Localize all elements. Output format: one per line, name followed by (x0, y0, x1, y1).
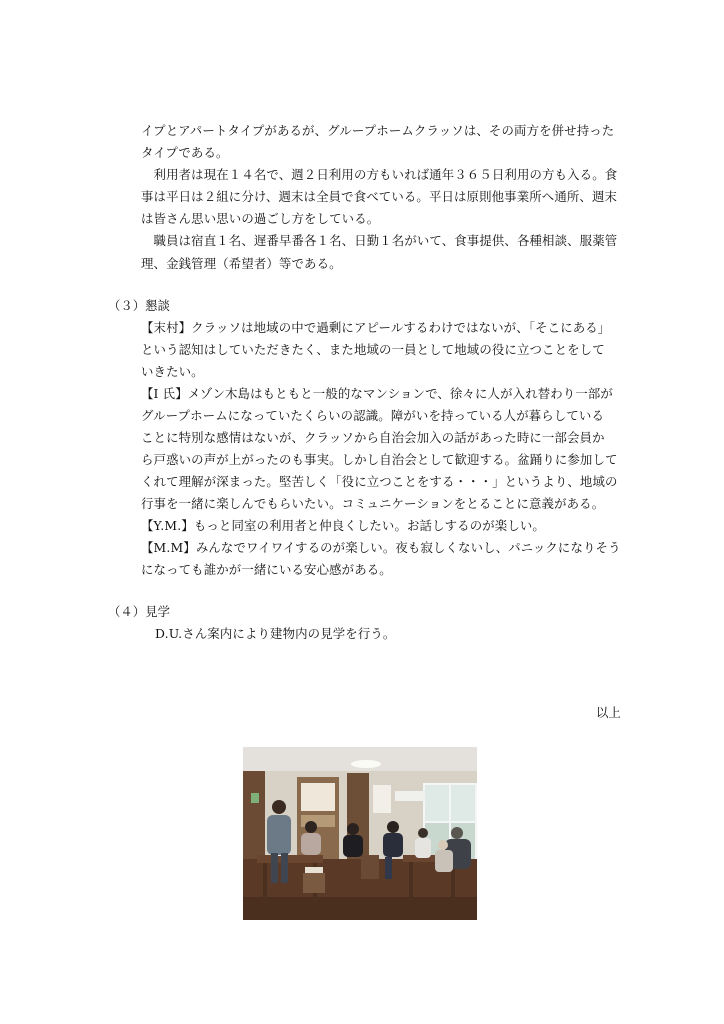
discussion-line: 【Y.M.】もっと同室の利用者と仲良くしたい。お話しするのが楽しい。 (141, 518, 545, 533)
discussion-line: 行事を一緒に楽しんでもらいたい。コミュニケーションをとることに意義がある。 (141, 496, 605, 511)
body-line: は皆さん思い思いの過ごし方をしている。 (141, 211, 380, 226)
body-line: タイプである。 (141, 145, 229, 160)
body-line: 利用者は現在１４名で、週２日利用の方もいれば通年３６５日利用の方も入る。食 (141, 167, 618, 182)
discussion-line: ら戸惑いの声が上がったのも事実。しかし自治会として歓迎する。盆踊りに参加して (141, 452, 618, 467)
discussion-line: という認知はしていただきたく、また地域の一員として地域の役に立つことをして (141, 342, 605, 357)
section-heading-discussion: （３）懇談 (108, 298, 170, 313)
body-line: 理、金銭管理（希望者）等である。 (141, 256, 342, 271)
body-line: イプとアパートタイプがあるが、グループホームクラッソは、その両方を併せ持った (141, 123, 615, 138)
body-line: 職員は宿直１名、遅番早番各１名、日勤１名がいて、食事提供、各種相談、服薬管 (141, 233, 618, 248)
body-line: 事は平日は２組に分け、週末は全員で食べている。平日は原則他事業所へ通所、週末 (141, 189, 618, 204)
discussion-line: くれて理解が深まった。堅苦しく「役に立つことをする・・・」というより、地域の (141, 474, 618, 489)
closing-text: 以上 (596, 705, 621, 720)
discussion-line: 【I 氏】メゾン木島はもともと一般的なマンションで、徐々に人が入れ替わり一部が (141, 386, 613, 401)
meeting-photo (243, 747, 477, 920)
discussion-line: 【M.M】みんなでワイワイするのが楽しい。夜も寂しくないし、パニックになりそう (141, 540, 621, 555)
discussion-line: 【末村】クラッソは地域の中で過剰にアピールするわけではないが、「そこにある」 (141, 320, 611, 335)
discussion-line: グループホームになっていたくらいの認識。障がいを持っている人が暮らしている (141, 408, 605, 423)
discussion-line: になっても誰かが一緒にいる安心感がある。 (141, 562, 392, 577)
section-heading-tour: （４）見学 (108, 604, 170, 619)
discussion-line: いきたい。 (141, 364, 204, 379)
discussion-line: ことに特別な感情はないが、クラッソから自治会加入の話があった時に一部会員か (141, 430, 605, 445)
tour-line: D.U.さん案内により建物内の見学を行う。 (155, 626, 396, 641)
